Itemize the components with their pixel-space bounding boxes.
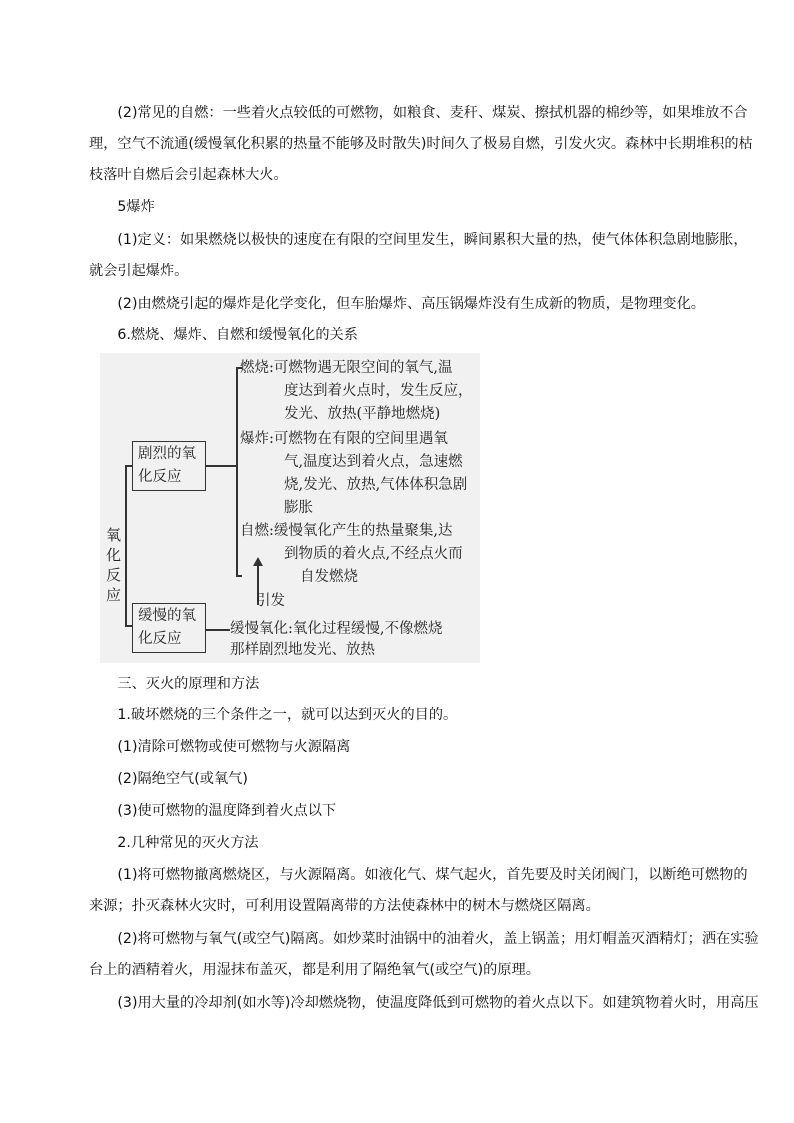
connector-line bbox=[206, 629, 230, 631]
arrow-up-icon bbox=[253, 557, 263, 566]
spontaneous-line-3: 自发燃烧 bbox=[300, 569, 358, 585]
slow-desc-line-1: 缓慢氧化:氧化过程缓慢,不像燃烧 bbox=[230, 621, 443, 637]
section-heading: 三、灭火的原理和方法 bbox=[117, 676, 260, 692]
explosion-line-1: 爆炸:可燃物在有限的空间里遇氧 bbox=[240, 431, 448, 447]
text-line: (2)常见的自燃：一些着火点较低的可燃物，如粮食、麦秆、煤炭、擦拭机器的棉纱等，如果堆放不合 bbox=[117, 105, 748, 121]
text-line: 台上的酒精着火，用湿抹布盖灭，都是利用了隔绝氧气(或空气)的原理。 bbox=[89, 962, 540, 978]
violent-label-1: 剧烈的氧 bbox=[138, 446, 196, 462]
text-line: 就会引起爆炸。 bbox=[89, 263, 189, 279]
oxidation-diagram bbox=[100, 353, 480, 663]
root-char: 反 bbox=[106, 566, 122, 584]
text-line: (2)将可燃物与氧气(或空气)隔离。如炒菜时油锅中的油着火，盖上锅盖；用灯帽盖灭酒精灯；洒在实验 bbox=[117, 931, 759, 947]
spontaneous-line-1: 自燃:缓慢氧化产生的热量聚集,达 bbox=[240, 523, 453, 539]
root-label bbox=[106, 525, 121, 605]
burning-line-1: 燃烧:可燃物遇无限空间的氧气,温 bbox=[240, 360, 453, 376]
explosion-line-3: 烧,发光、放热,气体体积急剧 bbox=[284, 477, 468, 493]
text-line: (3)用大量的冷却剂(如水等)冷却燃烧物，使温度降低到可燃物的着火点以下。如建筑物着火时，用高压 bbox=[117, 995, 759, 1011]
brace-line bbox=[236, 575, 242, 577]
brace-line bbox=[236, 367, 238, 575]
text-line: (1)定义：如果燃烧以极快的速度在有限的空间里发生，瞬间累积大量的热，使气体体积急剧地膨胀， bbox=[117, 232, 748, 248]
burning-line-2: 度达到着火点时，发生反应， bbox=[284, 383, 473, 399]
slow-label-2: 化反应 bbox=[138, 631, 182, 647]
text-line: 理，空气不流通(缓慢氧化积累的热量不能够及时散失)时间久了极易自燃，引发火灾。森林中长期堆积的枯 bbox=[89, 136, 753, 152]
explosion-line-4: 膨胀 bbox=[284, 500, 313, 516]
text-line: 枝落叶自燃后会引起森林大火。 bbox=[89, 167, 288, 183]
trigger-label: 引发 bbox=[256, 593, 285, 609]
root-char: 氧 bbox=[106, 526, 122, 544]
text-line: (1)将可燃物撤离燃烧区，与火源隔离。如液化气、煤气起火，首先要及时关闭阀门，以断绝可燃物的 bbox=[117, 867, 748, 883]
root-char: 应 bbox=[106, 586, 122, 604]
burning-line-3: 发光、放热(平静地燃烧) bbox=[284, 406, 441, 422]
text-line: (3)使可燃物的温度降到着火点以下 bbox=[117, 803, 337, 819]
text-line: 1.破坏燃烧的三个条件之一，就可以达到灭火的目的。 bbox=[117, 707, 458, 723]
text-line: 2.几种常见的灭火方法 bbox=[117, 835, 259, 851]
heading-relation: 6.燃烧、爆炸、自燃和缓慢氧化的关系 bbox=[117, 327, 358, 343]
text-line: 来源；扑灭森林火灾时，可利用设置隔离带的方法使森林中的树木与燃烧区隔离。 bbox=[89, 898, 600, 914]
spontaneous-line-2: 到物质的着火点,不经点火而 bbox=[284, 546, 463, 562]
brace-line bbox=[125, 465, 127, 625]
heading-explosion: 5爆炸 bbox=[117, 199, 155, 215]
root-char: 化 bbox=[106, 546, 122, 564]
violent-label-2: 化反应 bbox=[138, 469, 182, 485]
explosion-line-2: 气,温度达到着火点，急速燃 bbox=[284, 454, 463, 470]
connector-line bbox=[206, 465, 236, 467]
text-line: (2)由燃烧引起的爆炸是化学变化，但车胎爆炸、高压锅爆炸没有生成新的物质，是物理变化。 bbox=[117, 296, 705, 312]
text-line: (1)清除可燃物或使可燃物与火源隔离 bbox=[117, 739, 351, 755]
slow-label-1: 缓慢的氧 bbox=[138, 608, 196, 624]
slow-desc-line-2: 那样剧烈地发光、放热 bbox=[230, 642, 375, 658]
text-line: (2)隔绝空气(或氧气) bbox=[117, 771, 248, 787]
